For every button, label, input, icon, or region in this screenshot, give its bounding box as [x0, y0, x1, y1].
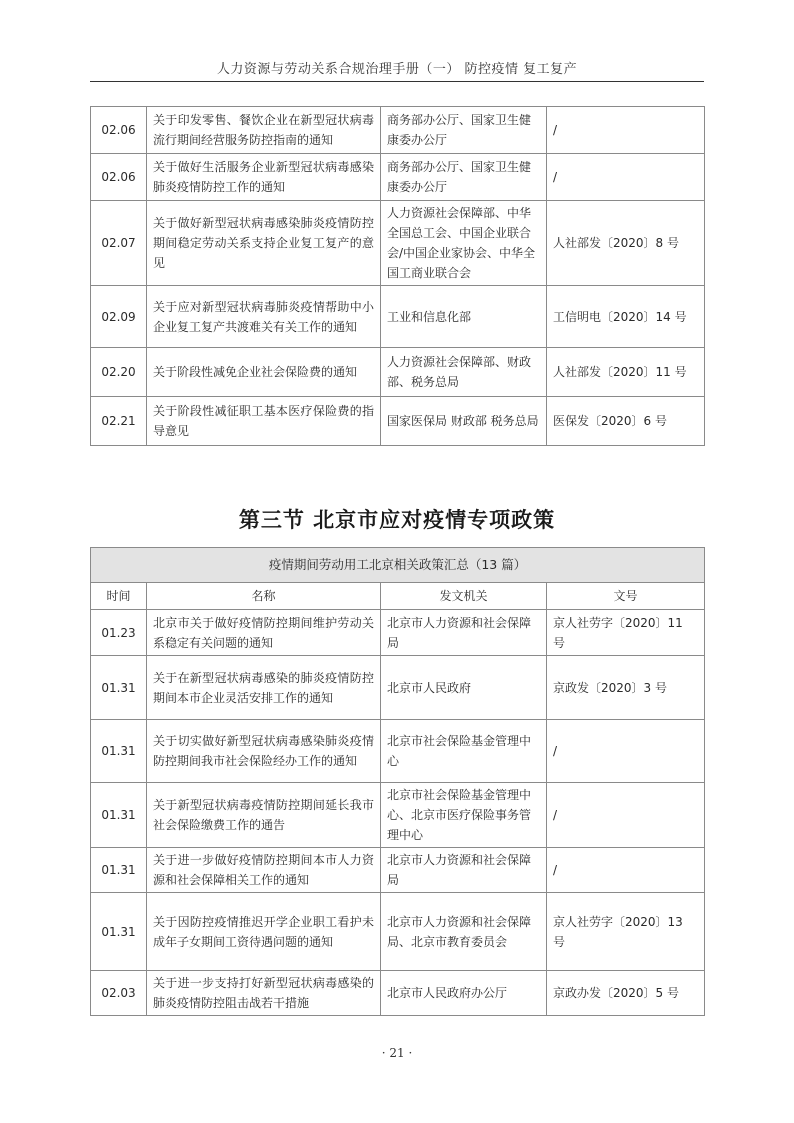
policy-name-cell: 关于进一步做好疫情防控期间本市人力资源和社会保障相关工作的通知 [147, 848, 381, 893]
policy-name-cell: 关于在新型冠状病毒感染的肺炎疫情防控期间本市企业灵活安排工作的通知 [147, 656, 381, 720]
doc-number-cell: 工信明电〔2020〕14 号 [547, 286, 705, 348]
issuer-cell: 北京市社会保险基金管理中心、北京市医疗保险事务管理中心 [381, 783, 547, 848]
column-header-doc-number: 文号 [547, 583, 705, 610]
policy-name-cell: 关于做好新型冠状病毒感染肺炎疫情防控期间稳定劳动关系支持企业复工复产的意见 [147, 201, 381, 286]
issuer-cell: 商务部办公厅、国家卫生健康委办公厅 [381, 107, 547, 154]
policy-name-cell: 关于新型冠状病毒疫情防控期间延长我市社会保险缴费工作的通告 [147, 783, 381, 848]
issuer-cell: 北京市人力资源和社会保障局 [381, 610, 547, 656]
date-cell: 01.31 [91, 783, 147, 848]
table-row [91, 286, 705, 348]
policy-name-cell: 关于进一步支持打好新型冠状病毒感染的肺炎疫情防控阻击战若干措施 [147, 971, 381, 1016]
date-cell: 01.23 [91, 610, 147, 656]
date-cell: 02.06 [91, 154, 147, 201]
running-header: 人力资源与劳动关系合规治理手册（一） 防控疫情 复工复产 [216, 62, 578, 77]
policy-name-cell: 关于做好生活服务企业新型冠状病毒感染肺炎疫情防控工作的通知 [147, 154, 381, 201]
date-cell: 02.03 [91, 971, 147, 1016]
page-number: · 21 · [381, 1046, 413, 1060]
doc-number-cell: 人社部发〔2020〕11 号 [547, 348, 705, 397]
header-rule [90, 81, 704, 82]
table-row [91, 656, 705, 720]
table-row [91, 783, 705, 848]
doc-number-cell: 京政办发〔2020〕5 号 [547, 971, 705, 1016]
table-row [91, 971, 705, 1016]
date-cell: 02.09 [91, 286, 147, 348]
date-cell: 01.31 [91, 720, 147, 783]
column-header-issuer: 发文机关 [381, 583, 547, 610]
policy-name-cell: 北京市关于做好疫情防控期间维护劳动关系稳定有关问题的通知 [147, 610, 381, 656]
policy-name-cell: 关于阶段性减征职工基本医疗保险费的指导意见 [147, 397, 381, 446]
date-cell: 02.07 [91, 201, 147, 286]
issuer-cell: 北京市人力资源和社会保障局、北京市教育委员会 [381, 893, 547, 971]
table-caption-row [91, 548, 705, 583]
issuer-cell: 北京市社会保险基金管理中心 [381, 720, 547, 783]
table-row [91, 348, 705, 397]
policy-name-cell: 关于因防控疫情推迟开学企业职工看护未成年子女期间工资待遇问题的通知 [147, 893, 381, 971]
issuer-cell: 人力资源社会保障部、财政部、税务总局 [381, 348, 547, 397]
policy-name-cell: 关于阶段性减免企业社会保险费的通知 [147, 348, 381, 397]
doc-number-cell: 人社部发〔2020〕8 号 [547, 201, 705, 286]
date-cell: 02.06 [91, 107, 147, 154]
table-row [91, 848, 705, 893]
date-cell: 02.20 [91, 348, 147, 397]
table-row [91, 720, 705, 783]
table-row [91, 397, 705, 446]
table-row [91, 610, 705, 656]
date-cell: 02.21 [91, 397, 147, 446]
doc-number-cell: 京政发〔2020〕3 号 [547, 656, 705, 720]
doc-number-cell: 京人社劳字〔2020〕11 号 [547, 610, 705, 656]
policy-name-cell: 关于切实做好新型冠状病毒感染肺炎疫情防控期间我市社会保险经办工作的通知 [147, 720, 381, 783]
doc-number-cell: / [547, 107, 705, 154]
date-cell: 01.31 [91, 848, 147, 893]
date-cell: 01.31 [91, 656, 147, 720]
table-row [91, 107, 705, 154]
section-title: 第三节 北京市应对疫情专项政策 [238, 507, 556, 532]
policy-table-national [90, 106, 705, 446]
table-row [91, 893, 705, 971]
date-cell: 01.31 [91, 893, 147, 971]
doc-number-cell: / [547, 783, 705, 848]
column-header-date: 时间 [91, 583, 147, 610]
issuer-cell: 人力资源社会保障部、中华全国总工会、中国企业联合会/中国企业家协会、中华全国工商业联合会 [381, 201, 547, 286]
column-header-name: 名称 [147, 583, 381, 610]
table-row [91, 201, 705, 286]
issuer-cell: 北京市人民政府办公厅 [381, 971, 547, 1016]
doc-number-cell: / [547, 720, 705, 783]
policy-name-cell: 关于应对新型冠状病毒肺炎疫情帮助中小企业复工复产共渡难关有关工作的通知 [147, 286, 381, 348]
table-caption: 疫情期间劳动用工北京相关政策汇总（13 篇） [91, 548, 705, 583]
issuer-cell: 工业和信息化部 [381, 286, 547, 348]
policy-name-cell: 关于印发零售、餐饮企业在新型冠状病毒流行期间经营服务防控指南的通知 [147, 107, 381, 154]
doc-number-cell: / [547, 848, 705, 893]
doc-number-cell: 医保发〔2020〕6 号 [547, 397, 705, 446]
table-row [91, 154, 705, 201]
issuer-cell: 北京市人力资源和社会保障局 [381, 848, 547, 893]
issuer-cell: 北京市人民政府 [381, 656, 547, 720]
table-header-row [91, 583, 705, 610]
issuer-cell: 国家医保局 财政部 税务总局 [381, 397, 547, 446]
issuer-cell: 商务部办公厅、国家卫生健康委办公厅 [381, 154, 547, 201]
doc-number-cell: / [547, 154, 705, 201]
doc-number-cell: 京人社劳字〔2020〕13 号 [547, 893, 705, 971]
policy-table-beijing [90, 547, 705, 1016]
